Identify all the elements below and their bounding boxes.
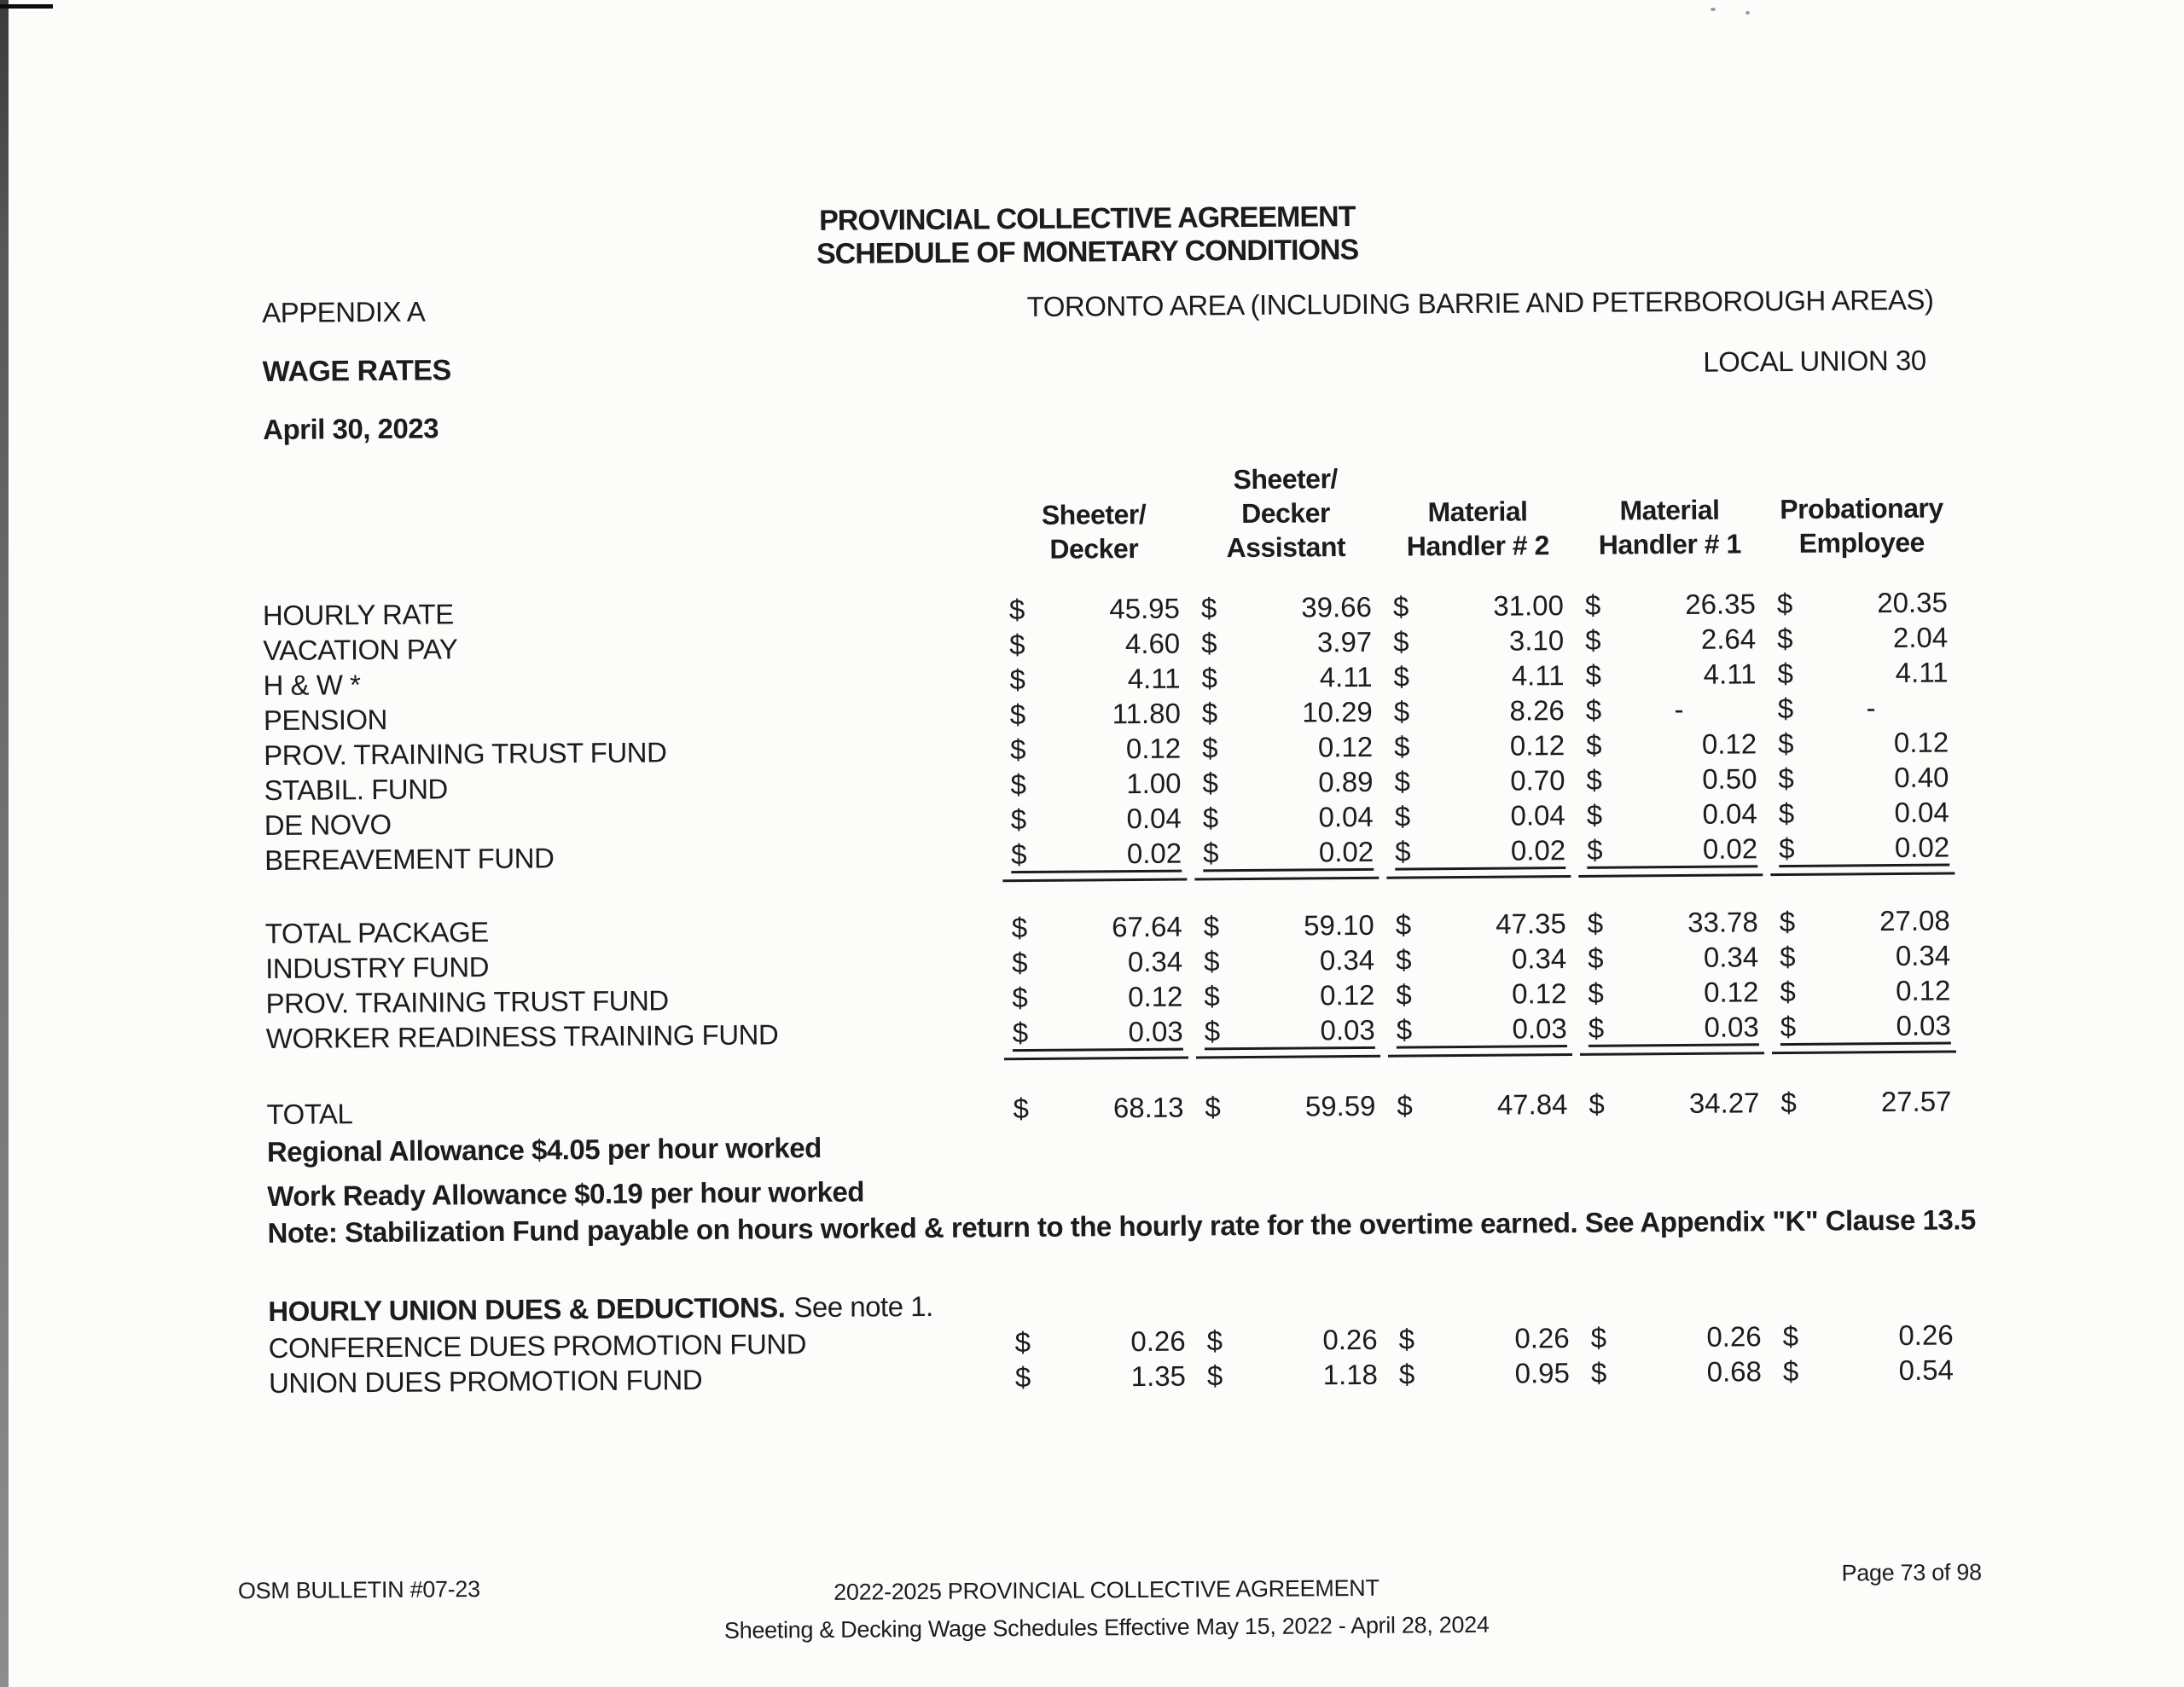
dollar-sign: $ bbox=[1587, 942, 1604, 974]
rate-value: 4.11 bbox=[1127, 662, 1181, 695]
dollar-sign: $ bbox=[1200, 592, 1217, 624]
dollar-sign: $ bbox=[1201, 627, 1217, 659]
rate-cell bbox=[1011, 838, 1182, 874]
dollar-sign: $ bbox=[1009, 629, 1025, 661]
row-label: INDUSTRY FUND bbox=[265, 950, 490, 985]
rate-value: 59.59 bbox=[1304, 1089, 1376, 1122]
rate-cell bbox=[1398, 1322, 1569, 1356]
dollar-sign: $ bbox=[1777, 727, 1794, 760]
column-header-row bbox=[1008, 456, 1969, 566]
rate-value: 0.04 bbox=[1318, 800, 1374, 833]
rate-cell bbox=[1202, 766, 1373, 800]
dollar-sign: $ bbox=[1395, 943, 1412, 976]
rate-cell bbox=[1202, 696, 1373, 730]
rate-cell bbox=[1393, 624, 1564, 658]
scan-speck bbox=[1711, 8, 1716, 11]
rate-cell bbox=[1778, 762, 1949, 796]
rate-value: 4.11 bbox=[1511, 659, 1565, 692]
rate-cell bbox=[1587, 832, 1757, 869]
dollar-sign: $ bbox=[1201, 697, 1218, 729]
rate-cell bbox=[1203, 836, 1374, 872]
dollar-sign: $ bbox=[1011, 912, 1028, 944]
rate-value: 0.04 bbox=[1894, 796, 1949, 829]
stabilization-fund-note: Note: Stabilization Fund payable on hours worked & return to the hourly rate for the overtime earned. See Appendix "K" Clause 13.5 bbox=[267, 1203, 1976, 1249]
row-label: PROV. TRAINING TRUST FUND bbox=[265, 984, 669, 1020]
rate-cell bbox=[1011, 803, 1182, 837]
dollar-sign: $ bbox=[1010, 733, 1026, 766]
dollar-sign: $ bbox=[1202, 732, 1218, 764]
rate-cell bbox=[1012, 981, 1182, 1015]
rate-value: 0.89 bbox=[1318, 765, 1374, 798]
rate-cell bbox=[1780, 1086, 1951, 1120]
rate-value: 0.12 bbox=[1512, 977, 1567, 1010]
rate-value: 0.12 bbox=[1704, 976, 1759, 1008]
rate-value: 0.02 bbox=[1510, 834, 1566, 867]
dollar-sign: $ bbox=[1779, 940, 1796, 973]
column-header: Sheeter/ Decker Assistant bbox=[1226, 463, 1346, 564]
rate-value: 3.97 bbox=[1316, 625, 1373, 658]
dollar-sign: $ bbox=[1777, 622, 1793, 655]
rate-cell bbox=[1777, 622, 1948, 656]
dollar-sign: $ bbox=[1203, 945, 1220, 977]
rate-cell bbox=[1394, 729, 1565, 763]
dollar-sign: $ bbox=[1585, 693, 1602, 726]
column-header: Probationary Employee bbox=[1780, 492, 1943, 559]
rate-cell bbox=[1399, 1357, 1570, 1391]
rate-value: 1.00 bbox=[1126, 767, 1182, 800]
rate-cell bbox=[1201, 591, 1372, 625]
dollar-sign: $ bbox=[1012, 982, 1028, 1014]
rate-cell bbox=[1202, 731, 1373, 765]
rate-cell bbox=[1588, 906, 1758, 940]
dollar-sign: $ bbox=[1010, 768, 1026, 801]
rate-cell bbox=[1590, 1320, 1761, 1354]
union-dues-heading bbox=[268, 1290, 933, 1328]
dollar-sign: $ bbox=[1203, 910, 1220, 942]
rate-value: 0.34 bbox=[1895, 939, 1951, 972]
rate-cell bbox=[1010, 768, 1181, 802]
rate-cell bbox=[1205, 1090, 1375, 1124]
rate-value: 0.12 bbox=[1896, 974, 1951, 1007]
dollar-sign: $ bbox=[1780, 1010, 1797, 1043]
rate-value: 0.12 bbox=[1701, 728, 1757, 760]
rate-value: - bbox=[1866, 692, 1876, 724]
rate-cell bbox=[1586, 693, 1757, 727]
dollar-sign: $ bbox=[1009, 699, 1026, 731]
rate-value: 0.03 bbox=[1512, 1012, 1567, 1045]
dollar-sign: $ bbox=[1585, 658, 1602, 691]
dollar-sign: $ bbox=[1394, 800, 1411, 832]
dollar-sign: $ bbox=[1393, 695, 1410, 728]
rate-cell bbox=[1780, 1010, 1951, 1046]
column-header: Sheeter/ Decker bbox=[1041, 498, 1147, 565]
dollar-sign: $ bbox=[1011, 947, 1028, 979]
rate-cell bbox=[1012, 911, 1182, 945]
dollar-sign: $ bbox=[1586, 833, 1603, 866]
row-label: VACATION PAY bbox=[263, 633, 458, 667]
rate-cell bbox=[1015, 1360, 1186, 1394]
dollar-sign: $ bbox=[1012, 1017, 1029, 1049]
column-header: Material Handler # 2 bbox=[1406, 496, 1549, 562]
rate-value: 4.11 bbox=[1319, 660, 1373, 693]
dollar-sign: $ bbox=[1013, 1093, 1029, 1125]
rate-value: 0.03 bbox=[1704, 1011, 1759, 1043]
rate-value: - bbox=[1674, 693, 1684, 726]
dollar-sign: $ bbox=[1008, 594, 1025, 626]
rate-cell bbox=[1586, 728, 1757, 762]
union-dues-rows bbox=[269, 1319, 1976, 1402]
rate-cell bbox=[1396, 907, 1566, 942]
rate-value: 27.57 bbox=[1880, 1085, 1952, 1118]
dollar-sign: $ bbox=[1782, 1319, 1799, 1353]
rate-value: 4.60 bbox=[1124, 627, 1181, 660]
rate-cell bbox=[1394, 764, 1565, 798]
rate-cell bbox=[1780, 940, 1950, 974]
rate-value: 1.35 bbox=[1130, 1359, 1187, 1393]
table-row bbox=[266, 1085, 1972, 1133]
section-heading: WAGE RATES bbox=[262, 354, 451, 389]
rate-value: 0.54 bbox=[1898, 1354, 1955, 1387]
rate-cell bbox=[1396, 942, 1566, 977]
row-label: PENSION bbox=[263, 703, 388, 737]
rate-value: 39.66 bbox=[1301, 590, 1373, 623]
dollar-sign: $ bbox=[1779, 905, 1796, 938]
rate-cell bbox=[1397, 1012, 1567, 1049]
rate-value: 0.34 bbox=[1319, 943, 1375, 977]
total-package-rows bbox=[265, 904, 1972, 1058]
row-label: HOURLY RATE bbox=[262, 598, 454, 632]
appendix-label: APPENDIX A bbox=[261, 295, 426, 329]
row-label: WORKER READINESS TRAINING FUND bbox=[265, 1018, 779, 1055]
rate-value: 0.68 bbox=[1706, 1355, 1763, 1388]
rate-value: 0.03 bbox=[1896, 1009, 1951, 1042]
rate-value: 0.50 bbox=[1702, 762, 1757, 795]
rate-value: 0.12 bbox=[1893, 726, 1949, 759]
row-label: CONFERENCE DUES PROMOTION FUND bbox=[268, 1328, 807, 1365]
dollar-sign: $ bbox=[1398, 1358, 1415, 1390]
dollar-sign: $ bbox=[1778, 832, 1795, 865]
footer-schedule-line: Sheeting & Decking Wage Schedules Effective May 15, 2022 - April 28, 2024 bbox=[723, 1611, 1490, 1644]
rate-cell bbox=[1013, 1016, 1183, 1052]
rate-value: 0.02 bbox=[1126, 837, 1182, 870]
dollar-sign: $ bbox=[1588, 977, 1604, 1009]
rate-value: 0.04 bbox=[1702, 797, 1757, 830]
rate-value: 0.12 bbox=[1128, 980, 1183, 1013]
title-line-2: SCHEDULE OF MONETARY CONDITIONS bbox=[816, 233, 1359, 270]
rate-cell bbox=[1009, 663, 1180, 697]
dollar-sign: $ bbox=[1585, 623, 1601, 656]
dollar-sign: $ bbox=[1395, 908, 1412, 941]
dollar-sign: $ bbox=[1780, 975, 1796, 1008]
rate-value: 0.02 bbox=[1894, 831, 1950, 864]
dollar-sign: $ bbox=[1777, 692, 1794, 725]
rate-cell bbox=[1585, 658, 1756, 692]
rate-value: 0.26 bbox=[1706, 1320, 1762, 1353]
dollar-sign: $ bbox=[1206, 1325, 1223, 1357]
dollar-sign: $ bbox=[1202, 837, 1219, 869]
local-union-label: LOCAL UNION 30 bbox=[1703, 344, 1926, 378]
rate-value: 0.95 bbox=[1514, 1357, 1571, 1389]
rate-cell bbox=[1587, 797, 1757, 832]
dollar-sign: $ bbox=[1590, 1321, 1607, 1354]
rate-cell bbox=[1780, 905, 1950, 939]
rate-value: 67.64 bbox=[1112, 910, 1182, 943]
rate-cell bbox=[1782, 1319, 1953, 1354]
dollar-sign: $ bbox=[1397, 1089, 1413, 1122]
rate-cell bbox=[1780, 975, 1950, 1009]
row-label: UNION DUES PROMOTION FUND bbox=[268, 1364, 703, 1400]
rate-cell bbox=[1589, 1087, 1759, 1121]
dollar-sign: $ bbox=[1201, 662, 1218, 694]
rate-cell bbox=[1013, 1092, 1183, 1126]
dollar-sign: $ bbox=[1393, 625, 1409, 658]
rate-cell bbox=[1393, 659, 1564, 693]
dollar-sign: $ bbox=[1202, 802, 1219, 834]
dollar-sign: $ bbox=[1394, 730, 1410, 762]
dollar-sign: $ bbox=[1587, 907, 1604, 939]
dollar-sign: $ bbox=[1777, 657, 1794, 690]
dollar-sign: $ bbox=[1392, 590, 1409, 623]
row-label: H & W * bbox=[263, 669, 361, 702]
title-line-1: PROVINCIAL COLLECTIVE AGREEMENT bbox=[819, 200, 1356, 237]
row-label: BEREAVEMENT FUND bbox=[264, 842, 555, 877]
dollar-sign: $ bbox=[1778, 797, 1795, 830]
dollar-sign: $ bbox=[1393, 660, 1410, 693]
rate-value: 0.02 bbox=[1318, 835, 1374, 868]
rate-cell bbox=[1010, 733, 1181, 767]
rate-value: 11.80 bbox=[1112, 697, 1181, 730]
rate-value: 4.11 bbox=[1895, 656, 1949, 689]
row-label: TOTAL PACKAGE bbox=[264, 915, 489, 950]
rate-cell bbox=[1012, 946, 1182, 980]
rate-value: 0.26 bbox=[1898, 1319, 1954, 1352]
rate-value: 0.04 bbox=[1126, 802, 1182, 835]
dollar-sign: $ bbox=[1010, 838, 1027, 871]
work-ready-allowance-note: Work Ready Allowance $0.19 per hour worked bbox=[267, 1175, 865, 1213]
dollar-sign: $ bbox=[1586, 728, 1602, 761]
rate-cell bbox=[1204, 944, 1374, 978]
dollar-sign: $ bbox=[1010, 803, 1027, 836]
document-title bbox=[0, 194, 2180, 277]
dollar-sign: $ bbox=[1205, 1091, 1221, 1123]
footer-page-number: Page 73 of 98 bbox=[1841, 1559, 1982, 1586]
dollar-sign: $ bbox=[1204, 1015, 1221, 1047]
rate-cell bbox=[1394, 694, 1565, 728]
rate-cell bbox=[1201, 661, 1372, 695]
rate-cell bbox=[1396, 977, 1566, 1012]
rate-cell bbox=[1589, 1011, 1759, 1047]
rate-value: 47.35 bbox=[1496, 907, 1566, 940]
union-dues-heading-note: See note 1. bbox=[793, 1290, 933, 1324]
wage-rate-rows bbox=[263, 586, 1972, 879]
dollar-sign: $ bbox=[1396, 1013, 1413, 1046]
column-header: Material Handler # 1 bbox=[1598, 494, 1741, 560]
rate-cell bbox=[1591, 1355, 1762, 1389]
rate-cell bbox=[1393, 589, 1564, 623]
rate-cell bbox=[1204, 909, 1374, 943]
scan-corner-artifact bbox=[0, 4, 53, 9]
rate-value: 0.40 bbox=[1894, 761, 1949, 794]
rate-cell bbox=[1009, 628, 1180, 662]
rate-cell bbox=[1205, 1014, 1375, 1051]
rate-value: 47.84 bbox=[1496, 1088, 1568, 1121]
scan-edge-artifact bbox=[0, 0, 9, 1687]
rate-cell bbox=[1395, 799, 1565, 833]
rate-value: 0.26 bbox=[1322, 1323, 1378, 1356]
rate-cell bbox=[1783, 1354, 1954, 1388]
rate-value: 0.34 bbox=[1511, 942, 1567, 975]
rate-cell bbox=[1777, 587, 1948, 621]
rate-value: 0.70 bbox=[1510, 764, 1565, 797]
footer-bulletin-number: OSM BULLETIN #07-23 bbox=[237, 1576, 480, 1604]
rate-value: 26.35 bbox=[1685, 588, 1756, 620]
union-dues-heading-bold: HOURLY UNION DUES & DEDUCTIONS. bbox=[268, 1291, 786, 1328]
rate-value: 0.26 bbox=[1130, 1325, 1186, 1358]
region-heading: TORONTO AREA (INCLUDING BARRIE AND PETERBOROUGH AREAS) bbox=[1026, 283, 1934, 322]
rate-value: 33.78 bbox=[1687, 906, 1758, 938]
scan-speck bbox=[1745, 11, 1750, 14]
rate-value: 0.34 bbox=[1127, 945, 1183, 978]
rate-value: 0.03 bbox=[1128, 1015, 1183, 1048]
rate-cell bbox=[1395, 834, 1565, 871]
rate-cell bbox=[1586, 762, 1757, 797]
rate-value: 1.18 bbox=[1322, 1358, 1379, 1391]
rate-value: 4.11 bbox=[1703, 658, 1757, 690]
dollar-sign: $ bbox=[1394, 835, 1411, 867]
grand-total-row bbox=[266, 1085, 1972, 1133]
dollar-sign: $ bbox=[1394, 765, 1410, 797]
dollar-sign: $ bbox=[1204, 980, 1220, 1012]
dollar-sign: $ bbox=[1586, 798, 1603, 831]
dollar-sign: $ bbox=[1782, 1354, 1799, 1388]
rate-cell bbox=[1777, 657, 1948, 691]
rate-value: 0.26 bbox=[1514, 1322, 1570, 1354]
rate-cell bbox=[1778, 727, 1949, 761]
rate-cell bbox=[1397, 1088, 1567, 1122]
dollar-sign: $ bbox=[1398, 1323, 1415, 1355]
rate-value: 0.34 bbox=[1703, 941, 1759, 973]
dollar-sign: $ bbox=[1780, 1086, 1797, 1119]
dollar-sign: $ bbox=[1776, 587, 1793, 620]
rate-value: 34.27 bbox=[1688, 1087, 1760, 1119]
dollar-sign: $ bbox=[1586, 763, 1602, 796]
rate-value: 0.12 bbox=[1125, 732, 1182, 765]
rate-cell bbox=[1009, 593, 1180, 627]
dollar-sign: $ bbox=[1014, 1361, 1031, 1394]
rate-value: 8.26 bbox=[1509, 694, 1565, 727]
rate-cell bbox=[1207, 1359, 1378, 1393]
rate-cell bbox=[1585, 588, 1756, 622]
rate-value: 0.12 bbox=[1509, 729, 1565, 762]
dollar-sign: $ bbox=[1588, 1012, 1605, 1044]
rate-cell bbox=[1779, 832, 1949, 868]
footer-agreement-line: 2022-2025 PROVINCIAL COLLECTIVE AGREEMENT bbox=[834, 1574, 1380, 1605]
dollar-sign: $ bbox=[1584, 588, 1601, 621]
rate-value: 20.35 bbox=[1877, 586, 1948, 619]
rate-value: 59.10 bbox=[1304, 908, 1374, 942]
dollar-sign: $ bbox=[1589, 1087, 1605, 1120]
dollar-sign: $ bbox=[1202, 767, 1218, 799]
rate-value: 2.64 bbox=[1700, 623, 1757, 655]
rate-cell bbox=[1014, 1325, 1185, 1359]
rate-cell bbox=[1010, 698, 1181, 732]
rate-cell bbox=[1585, 623, 1756, 657]
rate-value: 31.00 bbox=[1493, 589, 1565, 622]
dollar-sign: $ bbox=[1206, 1359, 1223, 1392]
rate-cell bbox=[1201, 626, 1372, 660]
dollar-sign: $ bbox=[1590, 1356, 1607, 1388]
row-label: PROV. TRAINING TRUST FUND bbox=[264, 736, 667, 772]
rate-cell bbox=[1778, 692, 1949, 726]
rate-value: 0.12 bbox=[1320, 978, 1375, 1012]
row-label: STABIL. FUND bbox=[264, 773, 448, 807]
dollar-sign: $ bbox=[1014, 1326, 1031, 1359]
regional-allowance-note: Regional Allowance $4.05 per hour worked bbox=[266, 1131, 822, 1168]
rate-value: 10.29 bbox=[1302, 695, 1373, 728]
dollar-sign: $ bbox=[1009, 664, 1026, 696]
dollar-sign: $ bbox=[1778, 762, 1794, 795]
rate-value: 0.02 bbox=[1702, 832, 1758, 865]
rate-value: 0.04 bbox=[1510, 799, 1565, 832]
dollar-sign: $ bbox=[1396, 978, 1412, 1011]
rate-cell bbox=[1588, 976, 1758, 1010]
rate-value: 68.13 bbox=[1112, 1091, 1184, 1124]
rate-value: 2.04 bbox=[1892, 621, 1949, 654]
rate-cell bbox=[1588, 941, 1758, 975]
rate-value: 27.08 bbox=[1879, 904, 1950, 937]
rate-cell bbox=[1204, 979, 1374, 1013]
rate-cell bbox=[1206, 1324, 1377, 1358]
row-label: DE NOVO bbox=[264, 808, 392, 842]
rate-cell bbox=[1203, 801, 1374, 835]
effective-date: April 30, 2023 bbox=[263, 412, 439, 446]
rate-value: 3.10 bbox=[1508, 624, 1565, 657]
row-label: TOTAL bbox=[266, 1098, 353, 1131]
rate-value: 0.03 bbox=[1320, 1013, 1375, 1046]
rate-value: 0.12 bbox=[1317, 730, 1374, 763]
rate-value: 45.95 bbox=[1109, 592, 1181, 625]
rate-cell bbox=[1779, 797, 1949, 831]
